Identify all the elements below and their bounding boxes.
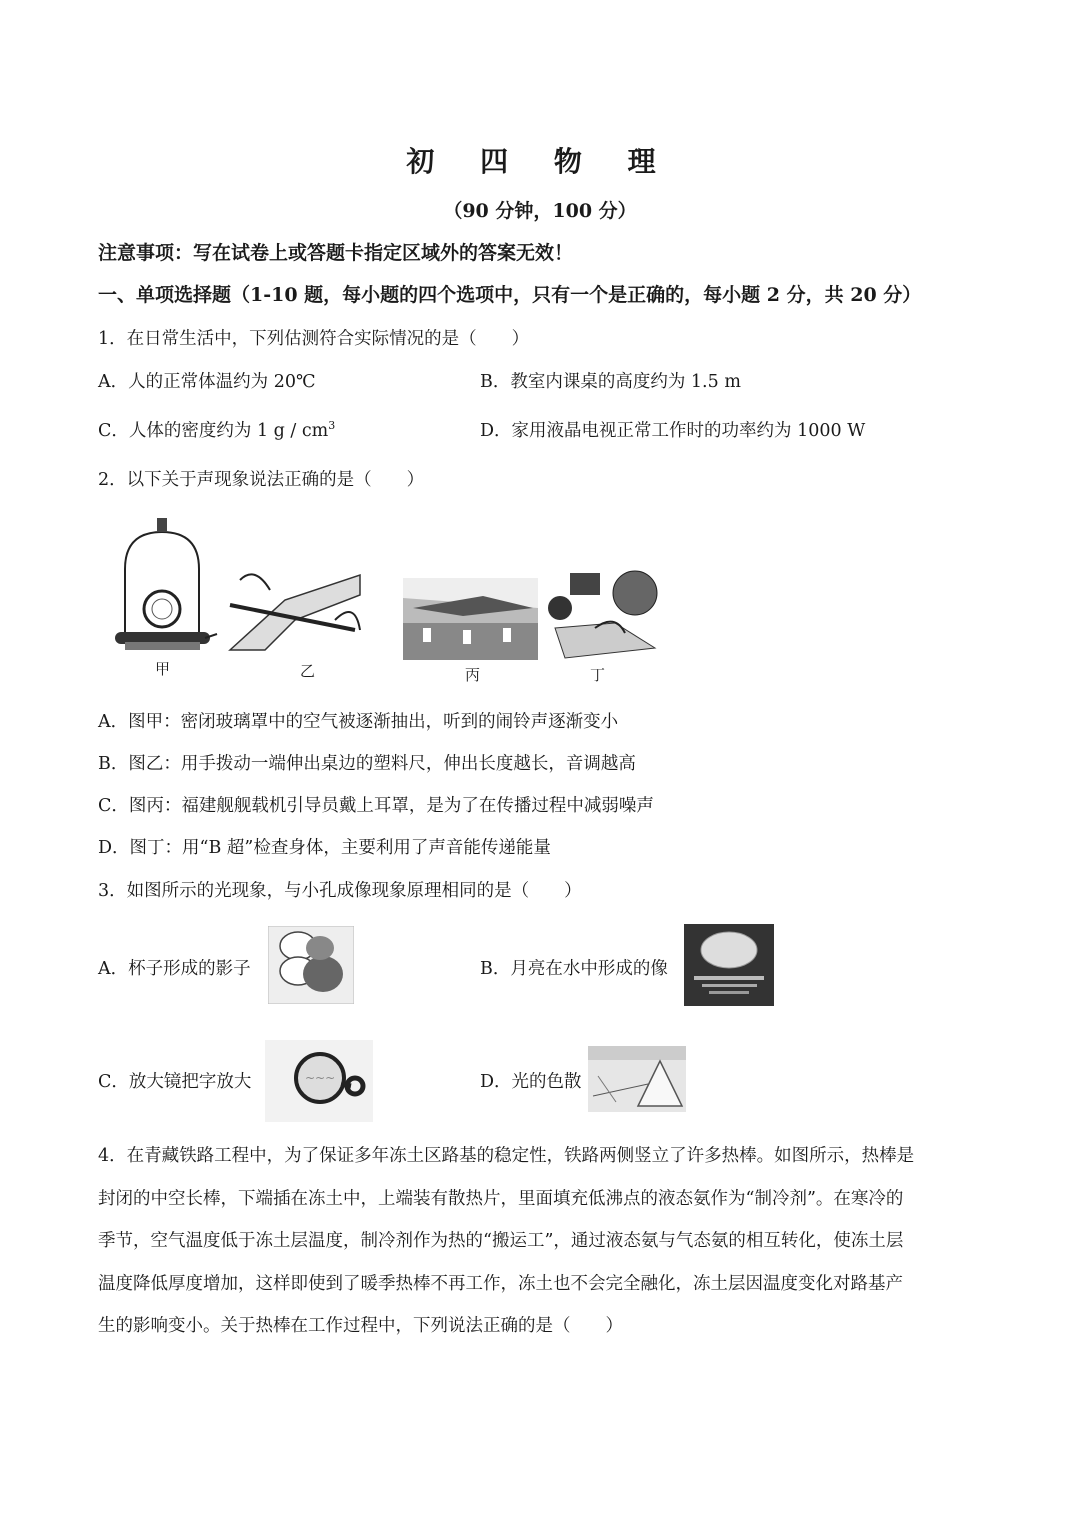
q2-option-a: A．图甲：密闭玻璃罩中的空气被逐渐抽出，听到的闹铃声逐渐变小 [98,712,619,732]
q1-option-b: B．教室内课桌的高度约为 1.5 m [480,372,741,392]
q2-option-c: C．图丙：福建舰舰载机引导员戴上耳罩，是为了在传播过程中减弱噪声 [98,796,654,816]
q1-option-c-text: C．人体的密度约为 1 g / cm [98,421,329,441]
q3-option-a: A．杯子形成的影子 [98,959,251,979]
q2-option-d: D．图丁：用“B 超”检查身体，主要利用了声音能传递能量 [98,838,551,858]
q2-figure-yi [225,560,365,655]
q4-paragraph [98,1135,984,1348]
q2-caption-bing: 丙 [465,666,481,684]
q2-caption-jia: 甲 [155,660,171,678]
q4-line-2: 封闭的中空长棒，下端插在冻土中，上端装有散热片，里面填充低沸点的液态氨作为“制冷剂”。在寒冷的 [98,1188,904,1209]
notice: 注意事项：写在试卷上或答题卡指定区域外的答案无效！ [98,242,574,264]
q4-line-3: 季节，空气温度低于冻土层温度，制冷剂作为热的“搬运工”，通过液态氨与气态氨的相互转化，使冻土层 [98,1231,904,1251]
q3-option-b: B．月亮在水中形成的像 [480,959,668,979]
q1-option-a: A．人的正常体温约为 20℃ [98,372,316,392]
q2-caption-yi: 乙 [300,662,316,680]
q2-stem: 2．以下关于声现象说法正确的是（ ） [98,470,425,490]
q2-figure-jia [105,514,220,654]
section-heading: 一、单项选择题（1-10 题，每小题的四个选项中，只有一个是正确的，每小题 2 分，共 20 分） [98,284,922,306]
q3-image-cup-shadow [268,926,354,1004]
q3-option-d: D．光的色散 [480,1072,582,1092]
q3-image-moon-reflection [684,924,774,1006]
q2-figure-bing [403,578,538,660]
q1-option-d: D．家用液晶电视正常工作时的功率约为 1000 W [480,421,866,441]
q4-line-5: 生的影响变小。关于热棒在工作过程中，下列说法正确的是（ ） [98,1316,623,1336]
q4-line-1: 4．在青藏铁路工程中，为了保证多年冻土区路基的稳定性，铁路两侧竖立了许多热棒。如图所示，热棒是 [98,1146,915,1166]
q2-option-b: B．图乙：用手拨动一端伸出桌边的塑料尺，伸出长度越长，音调越高 [98,754,636,774]
q1-stem: 1．在日常生活中，下列估测符合实际情况的是（ ） [98,329,530,349]
exam-duration: （90 分钟，100 分） [443,200,637,222]
q2-figure-ding [545,568,663,660]
q2-caption-ding: 丁 [590,666,606,684]
svg-text:~~~: ~~~ [305,1071,336,1085]
q3-option-c: C．放大镜把字放大 [98,1072,252,1092]
q1-option-c [98,417,335,442]
page-title: 初 四 物 理 [406,145,674,178]
q1-option-c-exponent: 3 [328,419,336,433]
q3-stem: 3．如图所示的光现象，与小孔成像现象原理相同的是（ ） [98,881,582,901]
q4-line-4: 温度降低厚度增加，这样即使到了暖季热棒不再工作，冻土也不会完全融化，冻土层因温度变化对路基产 [98,1273,903,1294]
q3-image-magnifier [265,1040,373,1122]
q3-image-dispersion [588,1046,686,1112]
